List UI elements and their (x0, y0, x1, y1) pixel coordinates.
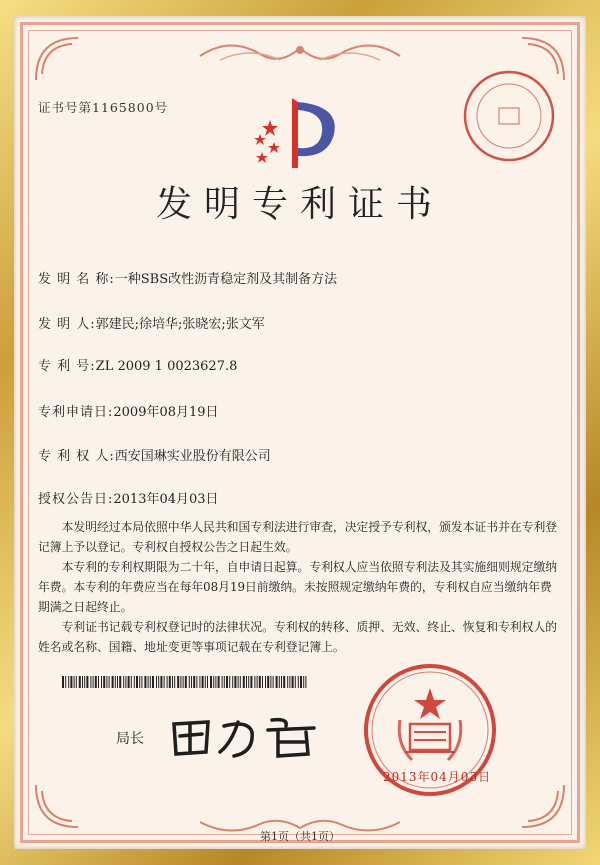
invention-name-value: 一种SBS改性沥青稳定剂及其制备方法 (114, 272, 338, 287)
paragraph-3: 专利证书记载专利权登记时的法律状况。专利权的转移、质押、无效、终止、恢复和专利权人的姓名或名称、国籍、地址变更等事项记载在专利登记簿上。 (38, 620, 558, 654)
top-ornament-icon (190, 36, 410, 70)
patentee-label: 专 利 权 人: (38, 449, 115, 464)
field-inventors (38, 313, 265, 332)
inventors-label: 发 明 人: (38, 317, 96, 332)
inventors-value: 郭建民;徐培华;张晓宏;张文军 (95, 317, 265, 332)
top-seal-stamp-icon (461, 68, 557, 164)
certificate-number: 证书号第1165800号 (38, 100, 169, 115)
corner-ornament-bl-icon (32, 781, 82, 831)
filing-date-value: 2009年08月19日 (113, 405, 219, 420)
corner-ornament-tl-icon (32, 34, 82, 84)
patent-number-label: 专 利 号: (38, 359, 96, 374)
patent-number-value: ZL 2009 1 0023627.8 (95, 359, 238, 374)
director-signature-icon (168, 712, 328, 760)
field-grant-date (38, 488, 219, 507)
patentee-value: 西安国琳实业股份有限公司 (114, 449, 271, 464)
page-title: 发明专利证书 (155, 184, 444, 225)
paragraph-2: 本专利的专利权期限为二十年，自申请日起算。专利权人应当依照专利法及其实施细则规定缴纳年费。本专利的年费应当在每年08月19日前缴纳。未按照规定缴纳年费的，专利权自应当缴纳年费期满之日起终止。 (38, 560, 558, 614)
filing-date-label: 专利申请日: (38, 405, 114, 420)
field-patent-number (38, 355, 237, 374)
invention-name-label: 发 明 名 称: (38, 272, 115, 287)
field-patentee (38, 445, 271, 464)
director-label: 局长 (116, 731, 144, 747)
field-filing-date (38, 401, 219, 420)
corner-ornament-br-icon (518, 781, 568, 831)
page-number: 第1页（共1页） (260, 830, 340, 843)
paragraph-1: 本发明经过本局依照中华人民共和国专利法进行审查，决定授予专利权，颁发本证书并在专利登记簿上予以登记。专利权自授权公告之日起生效。 (38, 520, 558, 554)
barcode-icon (62, 676, 310, 688)
field-invention-name (38, 268, 337, 287)
seal-date: 2013年04月03日 (383, 770, 492, 784)
grant-date-value: 2013年04月03日 (113, 492, 219, 507)
patent-office-logo-icon (248, 92, 348, 172)
grant-date-label: 授权公告日: (38, 492, 114, 507)
